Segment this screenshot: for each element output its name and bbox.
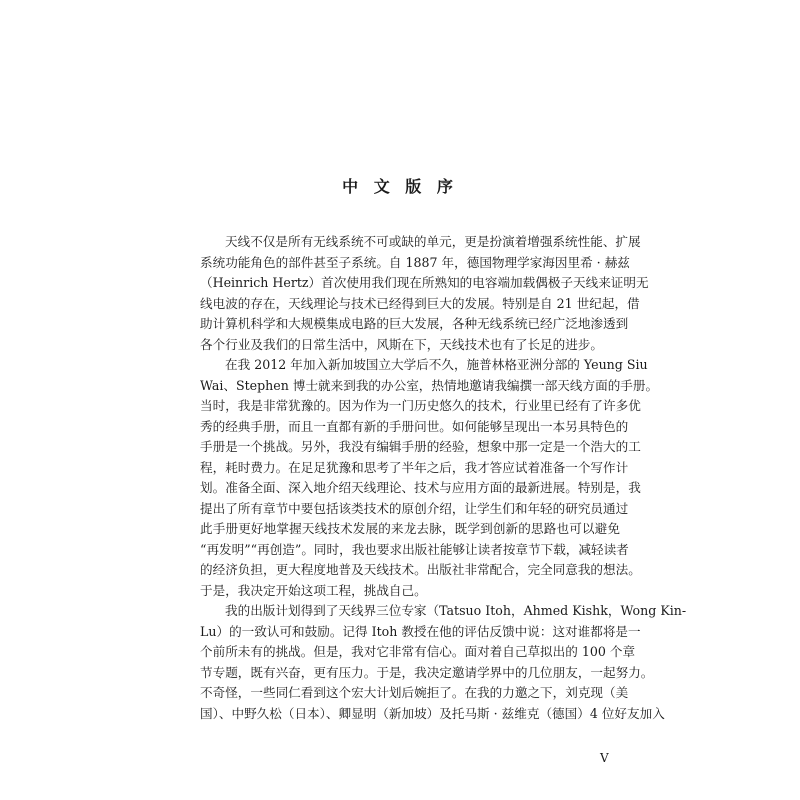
preface-body xyxy=(200,232,687,724)
text-line: 系统功能角色的部件甚至子系统。自 1887 年，德国物理学家海因里希 · 赫兹 xyxy=(200,254,630,270)
text-line: 节专题，既有兴奋，更有压力。于是，我决定邀请学界中的几位朋友，一起努力。 xyxy=(200,664,654,680)
text-line: “再发明”“再创造”。同时，我也要求出版社能够让读者按章节下载，减轻读者 xyxy=(200,541,629,557)
text-line: 此手册更好地掌握天线技术发展的来龙去脉，既学到创新的思路也可以避免 xyxy=(200,521,620,536)
page-number: V xyxy=(600,751,609,765)
text-line: Lu）的一致认可和鼓励。记得 Itoh 教授在他的评估反馈中说：这对谁都将是一 xyxy=(200,623,641,639)
text-line: 在我 2012 年加入新加坡国立大学后不久，施普林格亚洲分部的 Yeung Siu xyxy=(225,357,648,372)
text-line: 程，耗时费力。在足足犹豫和思考了半年之后，我才答应试着准备一个写作计 xyxy=(200,459,629,475)
text-line: 助计算机科学和大规模集成电路的巨大发展，各种无线系统已经广泛地渗透到 xyxy=(200,316,629,331)
text-line: 划。准备全面、深入地介绍天线理论、技术与应用方面的最新进展。特别是，我 xyxy=(200,480,641,495)
text-line: 我的出版计划得到了天线界三位专家（Tatsuo Itoh，Ahmed Kishk，Wong Kin- xyxy=(225,603,687,618)
text-line: 线电波的存在，天线理论与技术已经得到巨大的发展。特别是自 21 世纪起，借 xyxy=(200,295,640,311)
text-line: 国）、中野久松（日本）、卿显明（新加坡）及托马斯 · 兹维克（德国）4 位好友加入 xyxy=(200,705,665,721)
text-line: 于是，我决定开始这项工程，挑战自己。 xyxy=(200,582,427,598)
paragraph-3 xyxy=(200,601,687,724)
text-line: 手册是一个挑战。另外，我没有编辑手册的经验，想象中那一定是一个浩大的工 xyxy=(200,439,641,454)
text-line: 个前所未有的挑战。但是，我对它非常有信心。面对着自己草拟出的 100 个章 xyxy=(200,644,636,659)
text-line: Wai、Stephen 博士就来到我的办公室，热情地邀请我编撰一部天线方面的手册。 xyxy=(200,377,659,393)
paragraph-2 xyxy=(200,355,659,601)
text-line: 不奇怪，一些同仁看到这个宏大计划后婉拒了。在我的力邀之下，刘克现（美 xyxy=(200,685,629,700)
text-line: 的经济负担，更大程度地普及天线技术。出版社非常配合，完全同意我的想法。 xyxy=(200,562,641,577)
text-line: 当时，我是非常犹豫的。因为作为一门历史悠久的技术，行业里已经有了许多优 xyxy=(200,398,641,413)
text-line: （Heinrich Hertz）首次使用我们现在所熟知的电容端加载偶极子天线来证明无 xyxy=(200,275,649,290)
text-line: 提出了所有章节中要包括该类技术的原创介绍，让学生们和年轻的研究员通过 xyxy=(200,500,629,516)
paragraph-1 xyxy=(200,232,649,355)
text-line: 天线不仅是所有无线系统不可或缺的单元，更是扮演着增强系统性能、扩展 xyxy=(225,234,641,249)
text-line: 各个行业及我们的日常生活中，风斯在下，天线技术也有了长足的进步。 xyxy=(200,336,603,352)
preface-title: 中 文 版 序 xyxy=(342,177,458,196)
text-line: 秀的经典手册，而且一直都有新的手册问世。如何能够呈现出一本另具特色的 xyxy=(200,418,629,434)
